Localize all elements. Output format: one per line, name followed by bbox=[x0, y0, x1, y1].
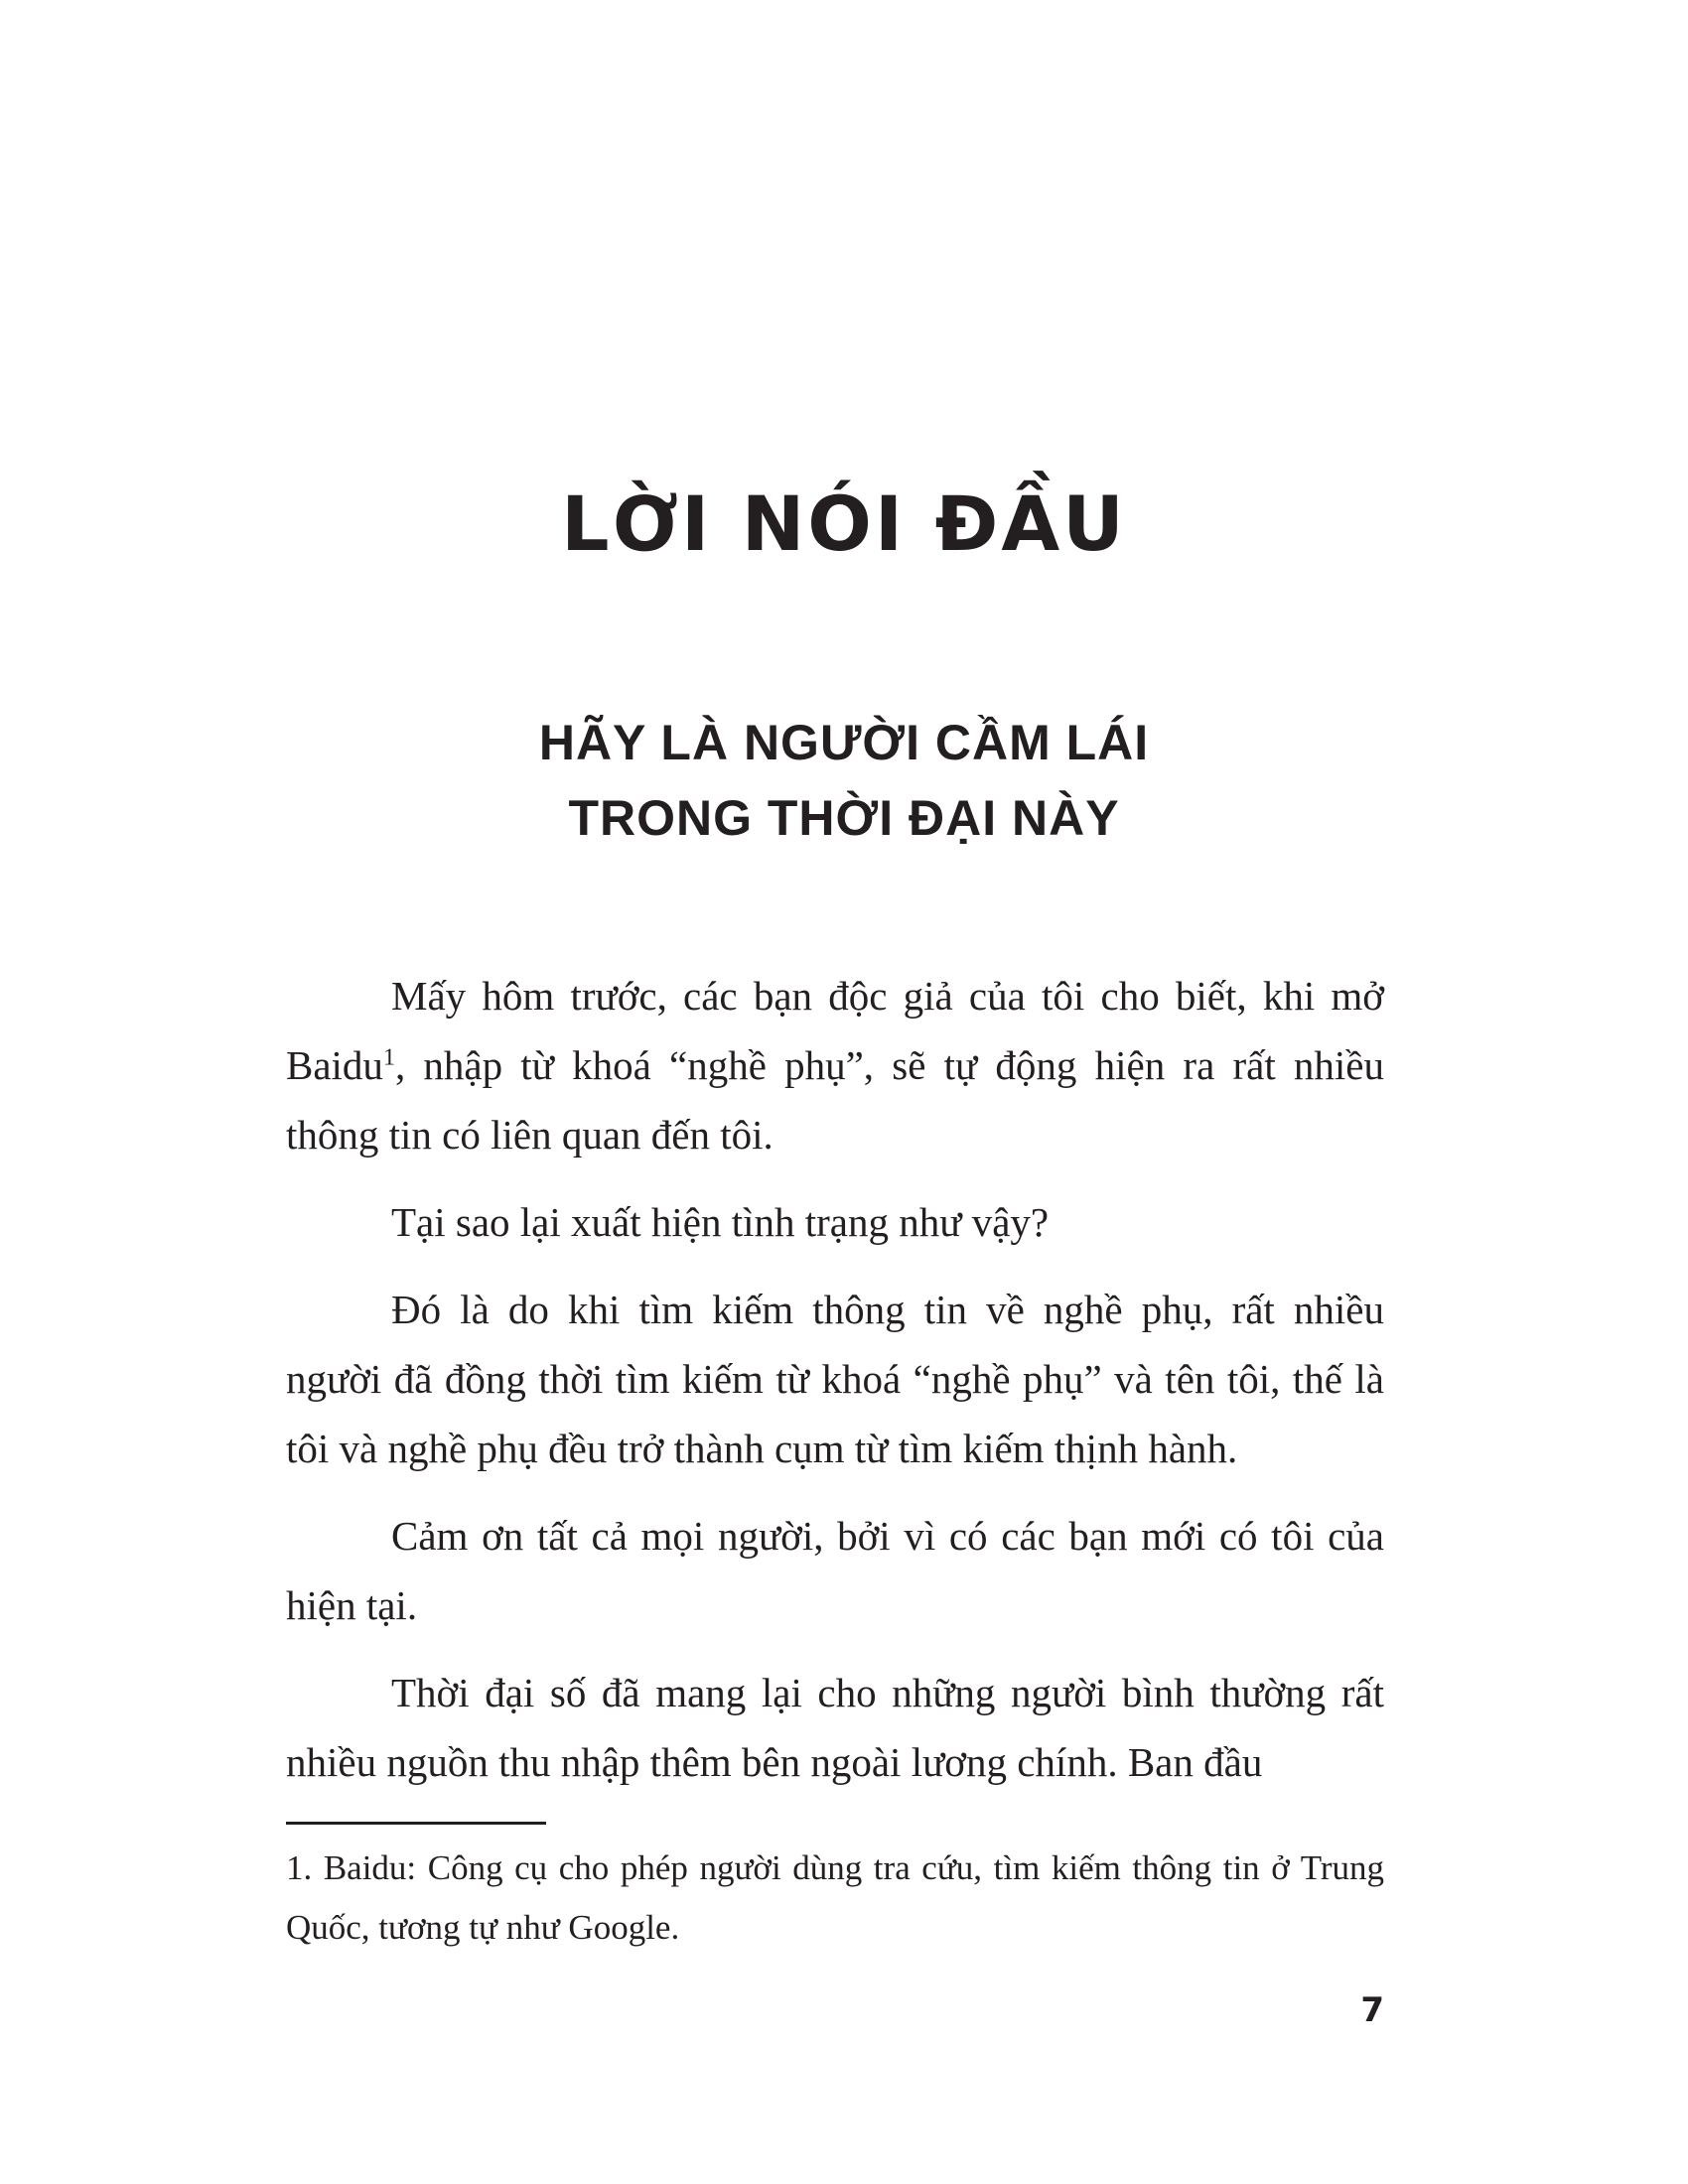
paragraph-3: Đó là do khi tìm kiếm thông tin về nghề phụ, rất nhiều người đã đồng thời tìm kiếm từ khoá “nghề phụ” và tên tôi, thế là tôi và nghề phụ đều trở thành cụm từ tìm kiếm thịnh hành. bbox=[286, 1287, 1384, 1471]
body-text bbox=[286, 961, 1384, 1815]
chapter-subtitle bbox=[0, 705, 1688, 856]
paragraph-1-end: , nhập từ khoá “nghề phụ”, sẽ tự động hiện ra rất nhiều thông tin có liên quan đến tôi. bbox=[286, 1042, 1384, 1158]
footnote-marker: 1 bbox=[382, 1044, 395, 1071]
paragraph-4: Cảm ơn tất cả mọi người, bởi vì có các bạn mới có tôi của hiện tại. bbox=[286, 1513, 1384, 1628]
paragraph-2: Tại sao lại xuất hiện tình trạng như vậy? bbox=[391, 1199, 1050, 1245]
subtitle-line-2: TRONG THỜI ĐẠI NÀY bbox=[568, 790, 1120, 846]
footnote-divider bbox=[286, 1822, 546, 1825]
page-number: 7 bbox=[1360, 1990, 1384, 2030]
footnote: 1. Baidu: Công cụ cho phép người dùng tra cứu, tìm kiếm thông tin ở Trung Quốc, tương tự như Google. bbox=[286, 1848, 1384, 1947]
paragraph-1 bbox=[286, 961, 1384, 1169]
paragraph-1-start: Mấy hôm trước, các bạn độc giả của tôi cho biết, khi mở Baidu bbox=[286, 973, 1384, 1088]
paragraph-5: Thời đại số đã mang lại cho những người bình thường rất nhiều nguồn thu nhập thêm bên ngoài lương chính. Ban đầu bbox=[286, 1670, 1384, 1785]
chapter-title: LỜI NÓI ĐẦU bbox=[561, 479, 1127, 568]
subtitle-line-1: HÃY LÀ NGƯỜI CẦM LÁI bbox=[538, 715, 1150, 770]
